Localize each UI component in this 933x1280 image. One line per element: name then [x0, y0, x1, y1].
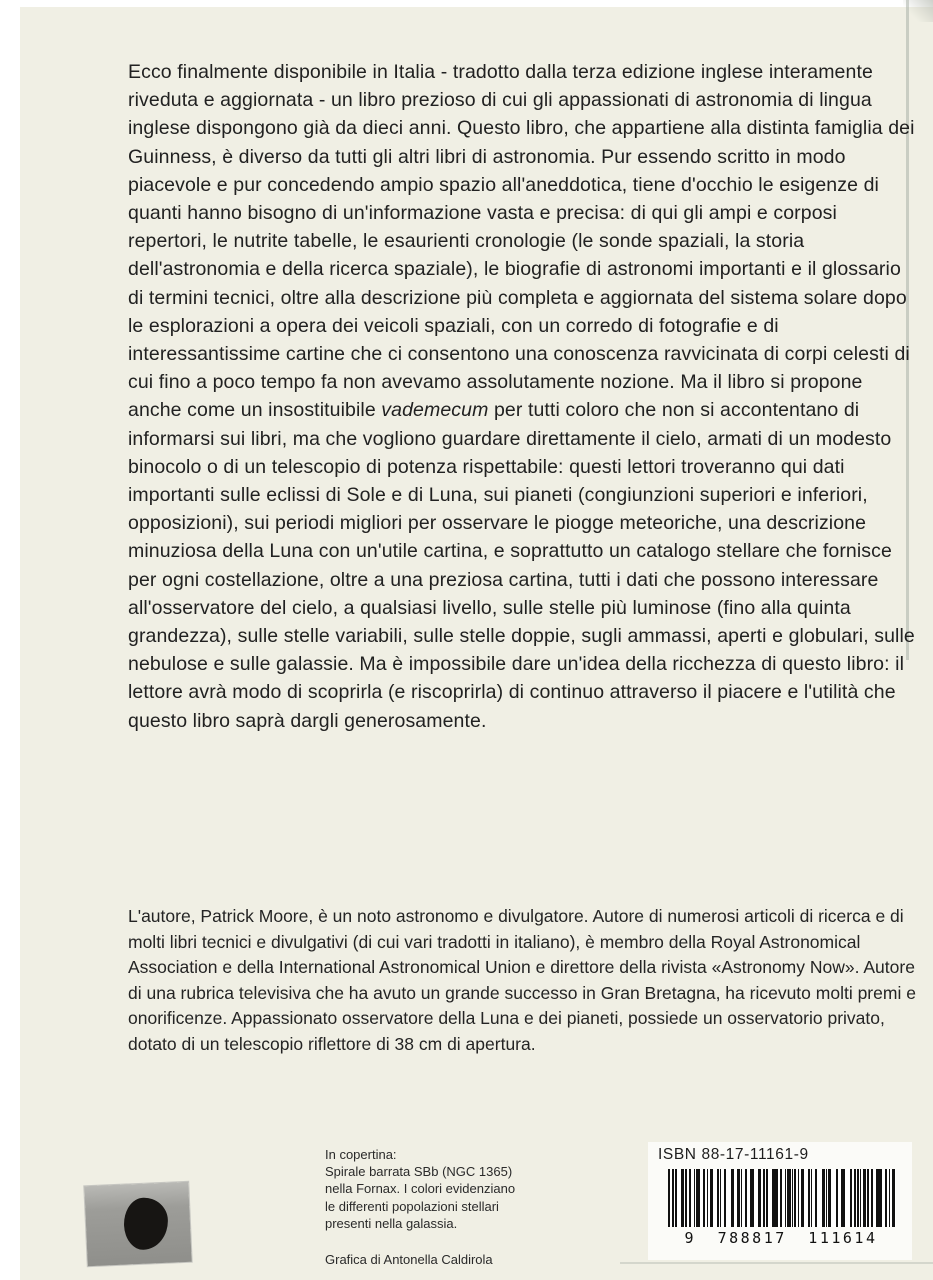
- blurb-text-part2: per tutti coloro che non si accontentano di informarsi sui libri, ma che vogliono guardare direttamente il cielo, armati di un modesto binocolo o di un telescopio di potenza rispettabile: questi lettori troveranno qui dati importanti sulle eclissi di Sole e di Luna, sui pianeti (congiunzioni superiori e inferiori, opposizioni), sui periodi migliori per osservare le piogge meteoriche, una descrizione minuziosa della Luna con un'utile cartina, e soprattutto un catalogo stellare che fornisce per ogni costellazione, oltre a una preziosa cartina, tutti i dati che possono interessare all'osservatore del cielo, a qualsiasi livello, sulle stelle più luminose (fino alla quinta grandezza), sulle stelle variabili, sulle stelle doppie, sugli ammassi, aperti e globulari, sulle nebulose e sulle galassie. Ma è impossibile dare un'idea della ricchezza di questo libro: il lettore avrà modo di scoprirla (e riscoprirla) di continuo attraverso il piacere e l'utilità che questo libro saprà dargli generosamente.: [128, 399, 915, 732]
- colophon-line: le differenti popolazioni stellari: [325, 1198, 499, 1214]
- colophon-line: presenti nella galassia.: [325, 1215, 458, 1231]
- colophon-line: nella Fornax. I colori evidenziano: [325, 1181, 516, 1197]
- ean-barcode: [668, 1169, 896, 1227]
- barcode-digits: 9 788817 111614: [658, 1229, 904, 1247]
- cover-thumbnail-photo: [84, 1182, 191, 1266]
- cover-colophon: [325, 1146, 615, 1268]
- scan-edge-top: [0, 0, 933, 7]
- colophon-line: In copertina:: [325, 1147, 397, 1162]
- colophon-line: Spirale barrata SBb (NGC 1365): [325, 1164, 513, 1180]
- isbn-block: [648, 1142, 912, 1260]
- author-paragraph: L'autore, Patrick Moore, è un noto astronomo e divulgatore. Autore di numerosi articoli di ricerca e di molti libri tecnici e divulgativi (di cui vari tradotti in italiano), è membro della Royal Astronomical Association e della International Astronomical Union e direttore della rivista «Astronomy Now». Autore di una rubrica televisiva che ha avuto un grande successo in Gran Bretagna, ha ricevuto molti premi e onorificenze. Appassionato osservatore della Luna e dei pianeti, possiede un osservatorio privato, dotato di un telescopio riflettore di 38 cm di apertura.: [128, 906, 916, 1054]
- scan-edge-bottom-line: [620, 1262, 933, 1264]
- blurb-paragraph: [128, 58, 916, 735]
- scan-corner-shadow: [903, 0, 933, 22]
- blurb-text-italic: vademecum: [381, 399, 489, 422]
- graphics-credit: Grafica di Antonella Caldirola: [325, 1252, 493, 1268]
- isbn-label: ISBN 88-17-11161-9: [658, 1146, 809, 1163]
- scan-edge-left: [0, 0, 20, 1280]
- galaxy-dark-blob: [123, 1197, 169, 1251]
- blurb-text-part1: Ecco finalmente disponibile in Italia - tradotto dalla terza edizione inglese interamente riveduta e aggiornata - un libro prezioso di cui gli appassionati di astronomia di lingua inglese dispongono già da dieci anni. Questo libro, che appartiene alla distinta famiglia dei Guinness, è diverso da tutti gli altri libri di astronomia. Pur essendo scritto in modo piacevole e pur concedendo ampio spazio all'aneddotica, tiene d'occhio le esigenze di quanti hanno bisogno di un'informazione vasta e precisa: di qui gli ampi e corposi repertori, le nutrite tabelle, le esaurienti cronologie (le sonde spaziali, la storia dell'astronomia e della ricerca spaziale), le biografie di astronomi importanti e il glossario di termini tecnici, oltre alla descrizione più completa e aggiornata del sistema solare dopo le esplorazioni a opera dei veicoli spaziali, con un corredo di fotografie e di interessantissime cartine che ci consentono una conoscenza ravvicinata di corpi celesti di cui fino a poco tempo fa non avevamo assolutamente nozione. Ma il libro si propone anche come un insostituibile: [128, 61, 915, 422]
